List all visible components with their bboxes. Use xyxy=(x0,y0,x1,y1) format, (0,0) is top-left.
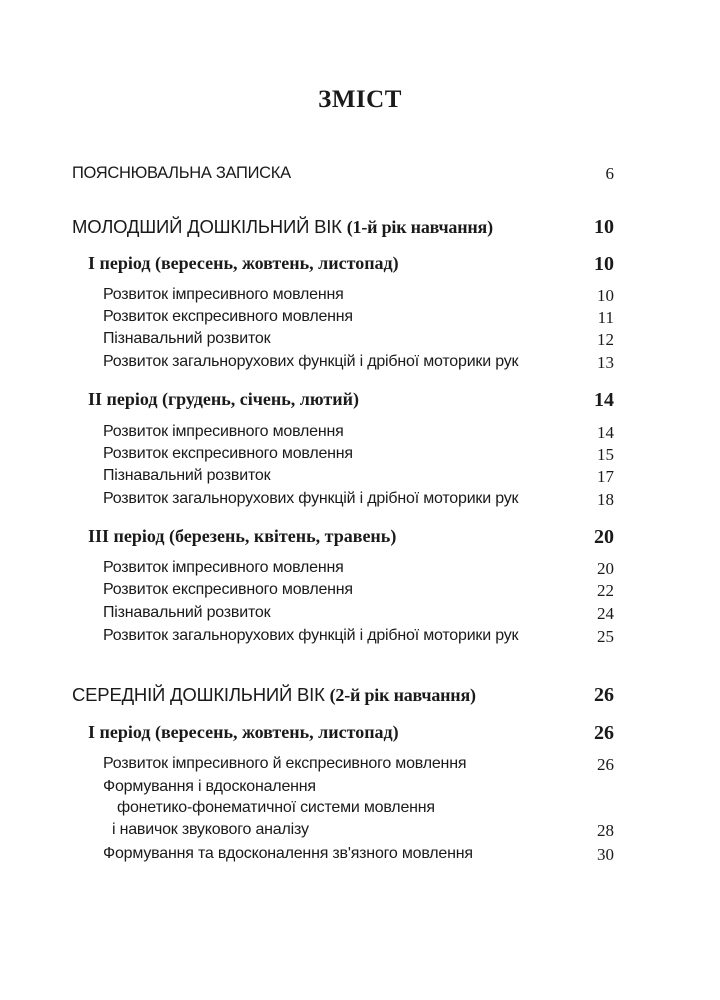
toc-period-page: 20 xyxy=(594,526,614,548)
toc-item-page: 12 xyxy=(597,330,614,349)
toc-item-label: Формування та вдосконалення зв'язного мовлення xyxy=(103,845,473,862)
toc-title: ЗМІСТ xyxy=(318,86,402,113)
toc-item[interactable] xyxy=(0,445,720,469)
toc-item-page: 17 xyxy=(597,467,614,486)
toc-section-middle[interactable] xyxy=(0,684,720,708)
toc-item-label: Пізнавальний розвиток xyxy=(103,330,271,347)
toc-period-1[interactable] xyxy=(0,253,720,277)
toc-item-page: 13 xyxy=(597,353,614,372)
toc-item[interactable] xyxy=(0,627,720,651)
toc-section-label xyxy=(72,684,476,706)
toc-section-label-paren: (2-й рік навчання) xyxy=(329,685,476,705)
toc-item[interactable] xyxy=(0,581,720,605)
toc-item-label: Формування і вдосконалення xyxy=(103,778,316,795)
toc-period-1[interactable] xyxy=(0,722,720,746)
toc-period-label: І період (вересень, жовтень, листопад) xyxy=(88,253,399,273)
toc-item-page: 10 xyxy=(597,286,614,305)
toc-item-label: Розвиток імпресивного мовлення xyxy=(103,423,344,440)
toc-item-label: фонетико-фонематичної системи мовлення xyxy=(117,799,435,816)
toc-item-page: 14 xyxy=(597,423,614,442)
toc-period-3[interactable] xyxy=(0,526,720,550)
toc-item[interactable] xyxy=(0,490,720,514)
toc-item[interactable] xyxy=(0,423,720,447)
toc-section-label-main: СЕРЕДНІЙ ДОШКІЛЬНИЙ ВІК xyxy=(72,684,325,705)
toc-section-junior[interactable] xyxy=(0,216,720,240)
toc-item-label: Пізнавальний розвиток xyxy=(103,604,271,621)
toc-item[interactable] xyxy=(0,286,720,310)
toc-section-label xyxy=(72,216,493,238)
toc-period-page: 10 xyxy=(594,253,614,275)
toc-entry-label: ПОЯСНЮВАЛЬНА ЗАПИСКА xyxy=(72,164,291,182)
toc-section-label-paren: (1-й рік навчання) xyxy=(346,217,493,237)
toc-item-label: Розвиток експресивного мовлення xyxy=(103,581,353,598)
toc-item-label: Розвиток експресивного мовлення xyxy=(103,308,353,325)
toc-item-page: 28 xyxy=(597,821,614,840)
toc-section-page: 26 xyxy=(594,684,614,706)
toc-item-page: 20 xyxy=(597,559,614,578)
toc-item-page: 22 xyxy=(597,581,614,600)
toc-item-label: Розвиток імпресивного мовлення xyxy=(103,286,344,303)
toc-item-page: 26 xyxy=(597,755,614,774)
toc-item[interactable] xyxy=(0,353,720,377)
toc-entry-page: 6 xyxy=(605,164,614,183)
toc-item-label: Розвиток загальнорухових функцій і дрібної моторики рук xyxy=(103,490,519,507)
toc-period-2[interactable] xyxy=(0,389,720,413)
toc-item[interactable] xyxy=(0,755,720,779)
toc-item-page: 11 xyxy=(597,308,614,327)
toc-item[interactable] xyxy=(0,467,720,491)
toc-item-page: 25 xyxy=(597,627,614,646)
toc-section-label-main: МОЛОДШИЙ ДОШКІЛЬНИЙ ВІК xyxy=(72,216,342,237)
toc-item-multiline-line2[interactable] xyxy=(0,799,720,823)
toc-item[interactable] xyxy=(0,559,720,583)
toc-item-multiline-line3[interactable] xyxy=(0,821,720,845)
toc-item-label: Розвиток імпресивного й експресивного мовлення xyxy=(103,755,467,772)
toc-item[interactable] xyxy=(0,330,720,354)
toc-item-label: Розвиток загальнорухових функцій і дрібної моторики рук xyxy=(103,353,519,370)
toc-item-page: 15 xyxy=(597,445,614,464)
toc-section-page: 10 xyxy=(594,216,614,238)
toc-period-page: 26 xyxy=(594,722,614,744)
toc-item[interactable] xyxy=(0,604,720,628)
toc-item-label: і навичок звукового аналізу xyxy=(112,821,309,838)
toc-item-label: Розвиток загальнорухових функцій і дрібної моторики рук xyxy=(103,627,519,644)
toc-item-label: Пізнавальний розвиток xyxy=(103,467,271,484)
toc-item[interactable] xyxy=(0,308,720,332)
toc-item-label: Розвиток імпресивного мовлення xyxy=(103,559,344,576)
toc-period-page: 14 xyxy=(594,389,614,411)
toc-item-page: 30 xyxy=(597,845,614,864)
toc-period-label: І період (вересень, жовтень, листопад) xyxy=(88,722,399,742)
toc-item-page: 18 xyxy=(597,490,614,509)
toc-item-page: 24 xyxy=(597,604,614,623)
toc-period-label: ІІ період (грудень, січень, лютий) xyxy=(88,389,359,409)
toc-item[interactable] xyxy=(0,845,720,869)
toc-entry-intro[interactable] xyxy=(0,164,720,188)
toc-period-label: ІІІ період (березень, квітень, травень) xyxy=(88,526,397,546)
toc-item-label: Розвиток експресивного мовлення xyxy=(103,445,353,462)
